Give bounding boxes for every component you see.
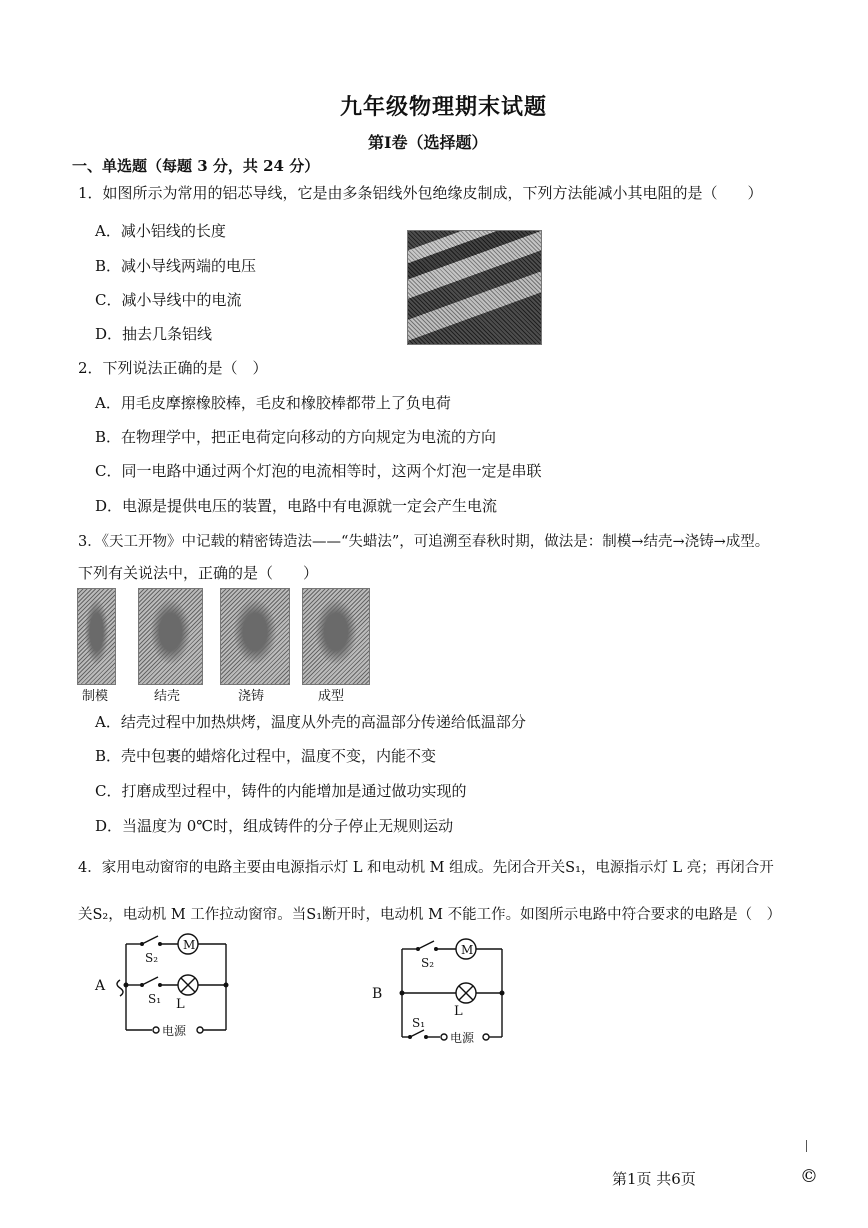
q1-option-d[interactable]: D．抽去几条铝线 [95, 325, 213, 343]
q1-option-a[interactable]: A．减小铝线的长度 [95, 222, 226, 240]
q3-option-b[interactable]: B．壳中包裹的蜡熔化过程中，温度不变，内能不变 [95, 747, 437, 765]
corner-mark: © [800, 1166, 818, 1187]
q4-stem-line2: 关S₂，电动机 M 工作拉动窗帘。当S₁断开时，电动机 M 不能工作。如图所示电路中符合要求的电路是（ ） [78, 907, 782, 923]
pouring-photo [220, 588, 290, 685]
caption-shell: 结壳 [154, 689, 181, 704]
circuit-a-motor: M [183, 938, 196, 952]
circuit-a-lamp: L [176, 997, 185, 1012]
q2-option-c[interactable]: C．同一电路中通过两个灯泡的电流相等时，这两个灯泡一定是串联 [95, 462, 542, 480]
section-heading: 一、单选题（每题 3 分，共 24 分） [72, 157, 320, 175]
q3-option-c[interactable]: C．打磨成型过程中，铸件的内能增加是通过做功实现的 [95, 782, 467, 800]
circuit-b-diagram[interactable] [368, 935, 518, 1050]
circuit-b-lamp: L [454, 1004, 463, 1019]
circuit-b-s1: S₁ [412, 1016, 426, 1030]
circuit-b-source: 电源 [450, 1031, 475, 1045]
q3-option-d[interactable]: D．当温度为 0℃时，组成铸件的分子停止无规则运动 [95, 817, 454, 835]
scan-edge-mark [806, 1140, 807, 1152]
q2-option-d[interactable]: D．电源是提供电压的装置，电路中有电源就一定会产生电流 [95, 497, 498, 515]
volume-subtitle: 第Ⅰ卷（选择题） [368, 133, 488, 152]
q3-option-a[interactable]: A．结壳过程中加热烘烤，温度从外壳的高温部分传递给低温部分 [95, 713, 526, 731]
circuit-a-s1: S₁ [148, 992, 162, 1006]
q1-stem: 1．如图所示为常用的铝芯导线，它是由多条铝线外包绝缘皮制成，下列方法能减小其电阻的是（ ） [78, 184, 763, 202]
q1-option-b[interactable]: B．减小导线两端的电压 [95, 257, 257, 275]
circuit-a-s2: S₂ [145, 951, 159, 965]
caption-mold: 制模 [82, 689, 109, 704]
circuit-b-s2: S₂ [421, 956, 435, 970]
finished-casting-photo [302, 588, 370, 685]
caption-finish: 成型 [318, 689, 345, 704]
q4-stem-line1: 4．家用电动窗帘的电路主要由电源指示灯 L 和电动机 M 组成。先闭合开关S₁，电源指示灯 L 亮；再闭合开 [78, 860, 774, 876]
q3-stem-line1: 3．《天工开物》中记载的精密铸造法——“失蜡法”，可追溯至春秋时期，做法是：制模→结壳→浇铸→成型。 [78, 534, 770, 550]
aluminum-wire-photo [407, 230, 542, 345]
shell-forming-photo [138, 588, 203, 685]
q2-option-b[interactable]: B．在物理学中，把正电荷定向移动的方向规定为电流的方向 [95, 428, 497, 446]
circuit-b-label: B [372, 986, 383, 1002]
mold-making-photo [77, 588, 116, 685]
page-number: 第1页 共6页 [612, 1170, 696, 1188]
caption-pour: 浇铸 [238, 689, 265, 704]
exam-title: 九年级物理期末试题 [340, 94, 548, 120]
q3-stem-line2: 下列有关说法中，正确的是（ ） [78, 564, 319, 582]
circuit-a-label: A [95, 978, 106, 994]
q2-stem: 2．下列说法正确的是（ ） [78, 359, 268, 377]
q1-option-c[interactable]: C．减小导线中的电流 [95, 291, 242, 309]
circuit-a-source: 电源 [162, 1024, 187, 1038]
circuit-a-diagram[interactable] [90, 930, 250, 1045]
circuit-b-motor: M [461, 943, 474, 957]
q2-option-a[interactable]: A．用毛皮摩擦橡胶棒，毛皮和橡胶棒都带上了负电荷 [95, 394, 451, 412]
